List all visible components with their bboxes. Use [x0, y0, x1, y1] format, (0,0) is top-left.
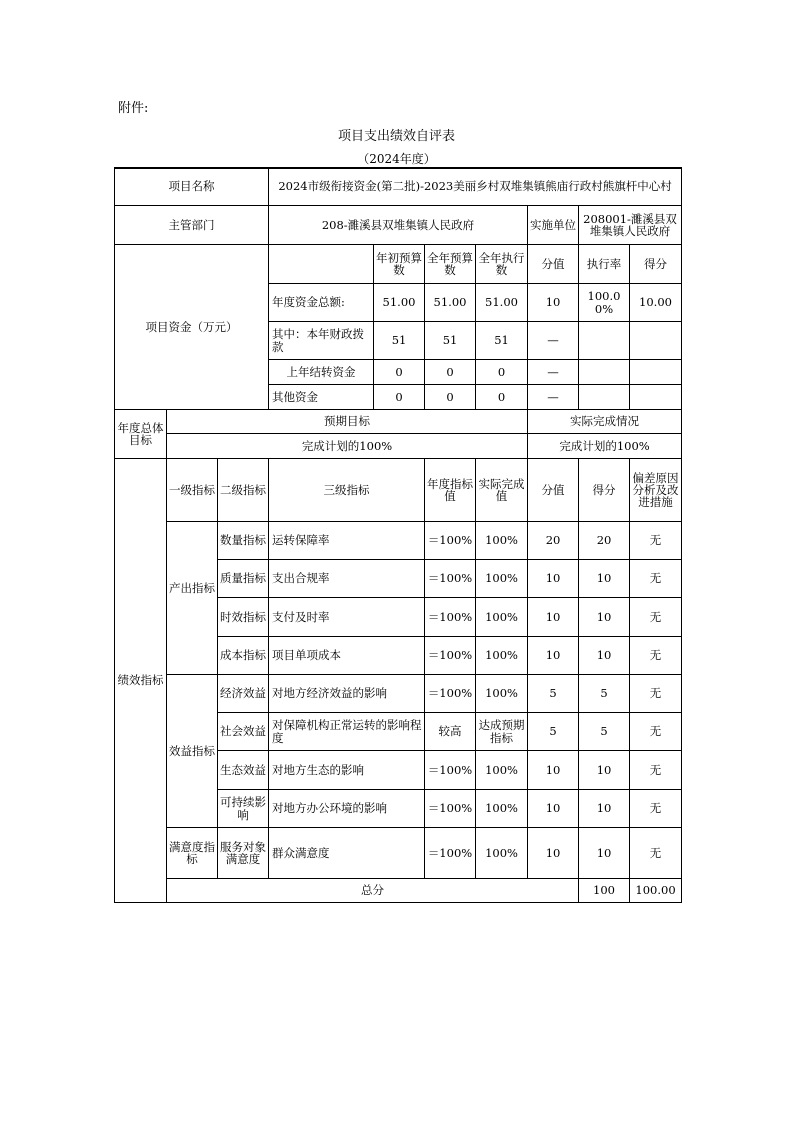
indicator-score: 10: [579, 560, 630, 598]
indicator-score-value: 10: [528, 598, 579, 637]
funds-score-value: —: [528, 360, 579, 385]
indicator-target: 较高: [425, 713, 476, 751]
goals-label: 年度总体目标: [115, 410, 167, 459]
indicators-header-row: [115, 459, 682, 522]
indicator-actual: 达成预期指标: [476, 713, 528, 751]
funds-score: [630, 322, 682, 360]
indicator-header-score: 得分: [579, 459, 630, 522]
indicator-actual: 100%: [476, 598, 528, 637]
indicator-remark: 无: [630, 675, 682, 713]
funds-header-row: [115, 245, 682, 284]
indicator-score: 20: [579, 522, 630, 560]
indicator-score-value: 10: [528, 790, 579, 828]
funds-label: 项目资金（万元）: [115, 245, 269, 410]
indicator-remark: 无: [630, 522, 682, 560]
indicator-remark: 无: [630, 751, 682, 790]
indicator-level2: 成本指标: [218, 637, 269, 675]
indicator-row: [115, 522, 682, 560]
indicator-level1: 效益指标: [167, 675, 218, 828]
indicator-level3: 群众满意度: [269, 828, 425, 879]
funds-rate: 100.00%: [579, 284, 630, 322]
indicator-score-value: 10: [528, 560, 579, 598]
indicator-remark: 无: [630, 637, 682, 675]
indicator-level3: 对地方办公环境的影响: [269, 790, 425, 828]
indicator-score: 10: [579, 598, 630, 637]
indicator-level2: 数量指标: [218, 522, 269, 560]
implementing-unit-label: 实施单位: [528, 206, 579, 245]
project-name-value: 2024市级衔接资金(第二批)-2023美丽乡村双堆集镇熊庙行政村熊旗杆中心村: [269, 168, 682, 206]
funds-rate: [579, 385, 630, 410]
indicator-remark: 无: [630, 713, 682, 751]
indicator-score-value: 10: [528, 637, 579, 675]
indicator-header-score-value: 分值: [528, 459, 579, 522]
indicator-target: ＝100%: [425, 560, 476, 598]
indicator-score: 5: [579, 713, 630, 751]
indicator-actual: 100%: [476, 790, 528, 828]
goals-expected-header: 预期目标: [167, 410, 528, 434]
indicator-score-value: 5: [528, 713, 579, 751]
funds-header-executed: 全年执行数: [476, 245, 528, 284]
indicator-level3: 对保障机构正常运转的影响程度: [269, 713, 425, 751]
indicator-level3: 支出合规率: [269, 560, 425, 598]
total-score-value: 100: [579, 879, 630, 903]
indicator-score-value: 10: [528, 828, 579, 879]
indicator-target: ＝100%: [425, 522, 476, 560]
indicator-actual: 100%: [476, 560, 528, 598]
funds-executed: 0: [476, 360, 528, 385]
department-value: 208-濉溪县双堆集镇人民政府: [269, 206, 528, 245]
funds-header-score: 得分: [630, 245, 682, 284]
funds-row-name: 上年结转资金: [269, 360, 374, 385]
indicator-score-value: 20: [528, 522, 579, 560]
indicator-header-level2: 二级指标: [218, 459, 269, 522]
funds-score: [630, 385, 682, 410]
indicator-header-target: 年度指标值: [425, 459, 476, 522]
indicator-header-level1: 一级指标: [167, 459, 218, 522]
funds-annual: 51: [425, 322, 476, 360]
indicator-score: 10: [579, 751, 630, 790]
indicator-target: ＝100%: [425, 828, 476, 879]
indicator-actual: 100%: [476, 637, 528, 675]
indicator-actual: 100%: [476, 751, 528, 790]
funds-score-value: —: [528, 322, 579, 360]
indicator-actual: 100%: [476, 675, 528, 713]
funds-annual: 0: [425, 360, 476, 385]
funds-score: 10.00: [630, 284, 682, 322]
indicator-level3: 项目单项成本: [269, 637, 425, 675]
department-label: 主管部门: [115, 206, 269, 245]
funds-rate: [579, 322, 630, 360]
funds-annual: 0: [425, 385, 476, 410]
indicator-level1: 满意度指标: [167, 828, 218, 879]
indicators-label: 绩效指标: [115, 459, 167, 903]
indicator-level1: 产出指标: [167, 522, 218, 675]
funds-row-name: 其中：本年财政拨款: [269, 322, 374, 360]
indicator-remark: 无: [630, 560, 682, 598]
goals-expected-value: 完成计划的100%: [167, 434, 528, 459]
indicator-score: 10: [579, 828, 630, 879]
indicator-level2: 服务对象满意度: [218, 828, 269, 879]
indicator-level2: 生态效益: [218, 751, 269, 790]
funds-header-rate: 执行率: [579, 245, 630, 284]
total-row: [115, 879, 682, 903]
implementing-unit-value: 208001-濉溪县双堆集镇人民政府: [579, 206, 682, 245]
funds-score-value: —: [528, 385, 579, 410]
indicator-level2: 可持续影响: [218, 790, 269, 828]
attachment-label: 附件:: [118, 101, 149, 116]
indicator-remark: 无: [630, 598, 682, 637]
indicator-target: ＝100%: [425, 790, 476, 828]
indicator-score: 10: [579, 790, 630, 828]
goals-value-row: [115, 434, 682, 459]
funds-initial: 0: [374, 360, 425, 385]
indicator-header-level3: 三级指标: [269, 459, 425, 522]
funds-score-value: 10: [528, 284, 579, 322]
indicator-actual: 100%: [476, 522, 528, 560]
indicator-row: [115, 675, 682, 713]
indicator-score-value: 5: [528, 675, 579, 713]
total-score: 100.00: [630, 879, 682, 903]
funds-header-annual: 全年预算数: [425, 245, 476, 284]
funds-executed: 51.00: [476, 284, 528, 322]
goals-header-row: [115, 410, 682, 434]
indicator-score: 10: [579, 637, 630, 675]
department-row: [115, 206, 682, 245]
indicator-target: ＝100%: [425, 675, 476, 713]
indicator-row: [115, 828, 682, 879]
funds-header-score-value: 分值: [528, 245, 579, 284]
indicator-header-remark: 偏差原因分析及改进措施: [630, 459, 682, 522]
indicator-remark: 无: [630, 828, 682, 879]
project-name-row: [115, 168, 682, 206]
funds-initial: 0: [374, 385, 425, 410]
indicator-level3: 对地方经济效益的影响: [269, 675, 425, 713]
indicator-level2: 社会效益: [218, 713, 269, 751]
total-label: 总分: [167, 879, 579, 903]
funds-annual: 51.00: [425, 284, 476, 322]
funds-row-name: 其他资金: [269, 385, 374, 410]
indicator-level3: 支付及时率: [269, 598, 425, 637]
page-title: 项目支出绩效自评表: [337, 129, 455, 144]
goals-actual-header: 实际完成情况: [528, 410, 682, 434]
goals-actual-value: 完成计划的100%: [528, 434, 682, 459]
indicator-level2: 质量指标: [218, 560, 269, 598]
funds-header-blank: [269, 245, 374, 284]
funds-row-name: 年度资金总额:: [269, 284, 374, 322]
indicator-score-value: 10: [528, 751, 579, 790]
funds-rate: [579, 360, 630, 385]
funds-executed: 51: [476, 322, 528, 360]
project-name-label: 项目名称: [115, 168, 269, 206]
funds-executed: 0: [476, 385, 528, 410]
indicator-target: ＝100%: [425, 598, 476, 637]
funds-initial: 51: [374, 322, 425, 360]
indicator-level2: 时效指标: [218, 598, 269, 637]
indicator-level2: 经济效益: [218, 675, 269, 713]
funds-initial: 51.00: [374, 284, 425, 322]
funds-header-initial: 年初预算数: [374, 245, 425, 284]
funds-score: [630, 360, 682, 385]
indicator-level3: 运转保障率: [269, 522, 425, 560]
indicator-score: 5: [579, 675, 630, 713]
indicator-remark: 无: [630, 790, 682, 828]
indicator-header-actual: 实际完成值: [476, 459, 528, 522]
indicator-actual: 100%: [476, 828, 528, 879]
indicator-target: ＝100%: [425, 637, 476, 675]
indicator-target: ＝100%: [425, 751, 476, 790]
table-top-border: [114, 167, 681, 169]
self-evaluation-table: [114, 167, 682, 903]
indicator-level3: 对地方生态的影响: [269, 751, 425, 790]
report-year: （2024年度）: [357, 152, 436, 166]
